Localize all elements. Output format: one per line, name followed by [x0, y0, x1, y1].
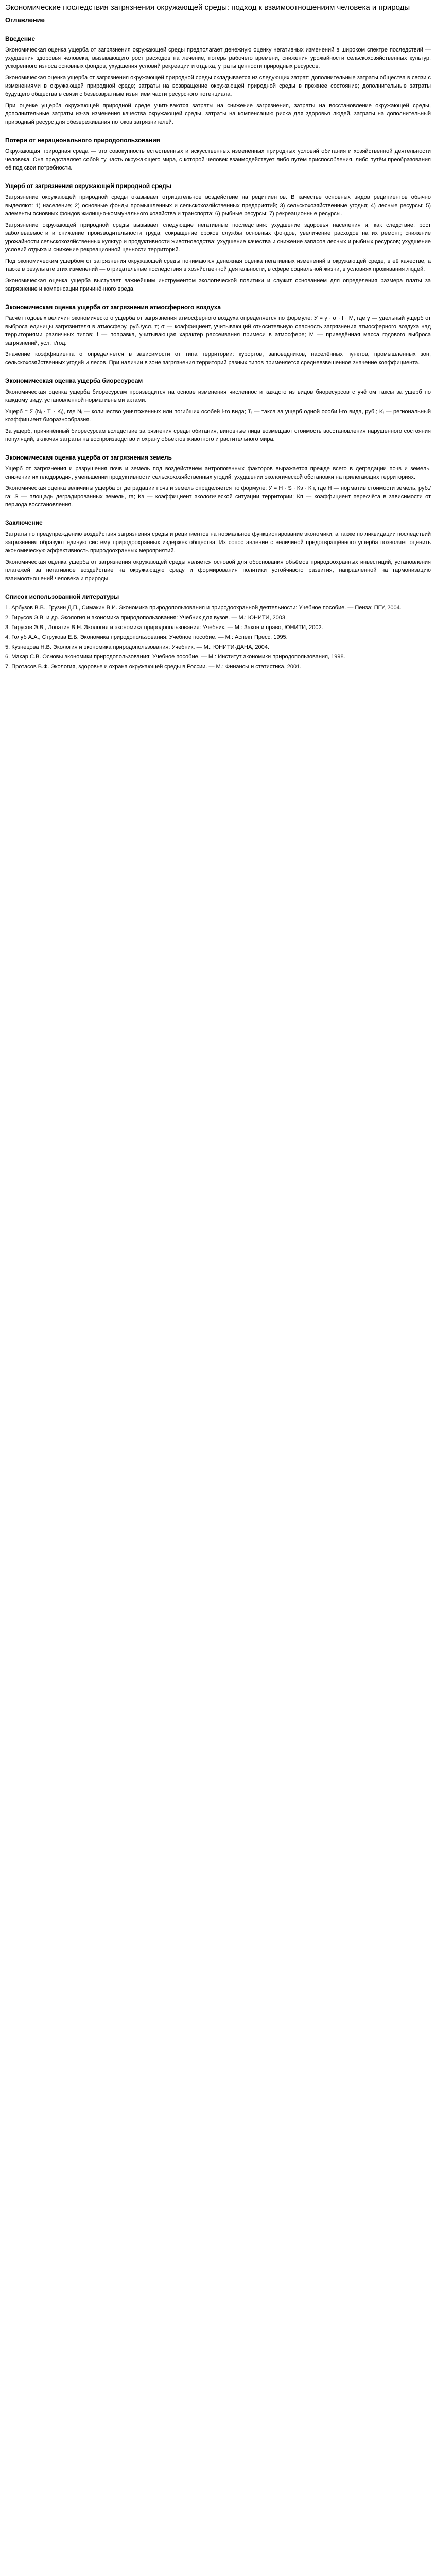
- paragraph: Экономическая оценка ущерба от загрязнения окружающей среды предполагает денежную оценку негативных изменений в широком спектре последствий — ухудшения здоровья человека, вызывающего рост расходов на лечение, потерь рабочего времени, снижения урожайности сельскохозяйственных культур, ускоренного износа основных фондов, ухудшения условий рекреации и отдыха, утраты ценности природных ресурсов.: [5, 47, 431, 70]
- paragraph: Загрязнение окружающей природной среды оказывает отрицательное воздействие на реципиентов. В качестве основных видов реципиентов обычно выделяют: 1) население; 2) основные фонды промышленных и сельскохозяйственных предприятий; 3) сельскохозяйственные угодья; 4) лесные ресурсы; 5) элементы основных фондов жилищно-коммунального хозяйства и транспорта; 6) рыбные ресурсы; 7) рекреационные ресурсы.: [5, 194, 431, 217]
- paragraph: Экономическая оценка ущерба выступает важнейшим инструментом экологической политики и служит основанием для определения размера платы за загрязнение и компенсации причинённого вреда.: [5, 277, 431, 292]
- paragraph: Экономическая оценка величины ущерба от деградации почв и земель определяется по формуле: У = Н · S · Кэ · Кп, где Н — норматив стоимости земель, руб./га; S — площадь деградированных земель, га; Кэ — коэффициент экологической ситуации территории; Кп — коэффициент пересчёта в зависимости от периода восстановления.: [5, 485, 431, 508]
- paragraph: Экономическая оценка ущерба от загрязнения окружающей природной среды складывается из следующих затрат: дополнительные затраты общества в связи с изменениями в окружающей природной среде; затраты на возвращение окружающей природной среды в прежнее состояние; дополнительные затраты будущего общества в связи с безвозвратным изъятием части ресурсного потенциала.: [5, 75, 431, 97]
- section-heading: Введение: [5, 35, 36, 42]
- paragraph: Окружающая природная среда — это совокупность естественных и искусственных изменённых природных условий обитания и хозяйственной деятельности человека. Она представляет собой ту часть окружающего мира, с которой человек взаимодействует либо путём приспособления, либо путём преобразования её под свои потребности.: [5, 148, 431, 171]
- toc-label: Оглавление: [5, 16, 45, 24]
- section-bioresources: [5, 377, 431, 444]
- paragraph: Под экономическим ущербом от загрязнения окружающей среды понимаются денежная оценка негативных изменений в окружающей среде, в её качестве, а также в результате этих изменений — отрицательные последствия в хозяйственной деятельности, в сфере социальной жизни, в условиях проживания людей.: [5, 258, 431, 273]
- paragraph: При оценке ущерба окружающей природной среде учитываются затраты на снижение загрязнения, затраты на восстановление окружающей среды, дополнительные затраты из-за изменения качества окружающей среды, затраты на компенсацию риска для здоровья людей, затраты на дополнительный природный ресурс для обезвреживания потоков загрязнителей.: [5, 102, 431, 125]
- section-pollution-damage: [5, 182, 431, 294]
- references-heading: Список использованной литературы: [5, 592, 119, 600]
- section-heading: Заключение: [5, 519, 43, 527]
- section-conclusion: [5, 519, 431, 583]
- references-section: [5, 592, 431, 671]
- paragraph: Ущерб = Σ (Nᵢ · Tᵢ · Kᵢ), где Nᵢ — количество уничтоженных или погибших особей i-го вида; Tᵢ — такса за ущерб одной особи i-го вида, руб.; Kᵢ — региональный коэффициент биоразнообразия.: [5, 408, 431, 423]
- reference-item: 5. Кузнецова Н.В. Экология и экономика природопользования: Учебник. — М.: ЮНИТИ-ДАНА, 2004.: [5, 643, 269, 650]
- paragraph: Значение коэффициента σ определяется в зависимости от типа территории: курортов, заповедников, населённых пунктов, промышленных зон, сельскохозяйственных угодий и лесов. При наличии в зоне загрязнения территорий разных типов применяется средневзвешенное значение коэффициента.: [5, 351, 431, 366]
- paragraph: Расчёт годовых величин экономического ущерба от загрязнения атмосферного воздуха определяется по формуле: У = γ · σ · f · M, где γ — удельный ущерб от выброса единицы загрязнителя в атмосферу, руб./усл. т; σ — коэффициент, учитывающий относительную опасность загрязнения атмосферного воздуха над территориями различных типов; f — поправка, учитывающая характер рассеивания примеси в атмосфере; M — приведённая масса годового выброса загрязнений, усл. т/год.: [5, 315, 431, 346]
- paragraph: Загрязнение окружающей природной среды вызывает следующие негативные последствия: ухудшение здоровья населения и, как следствие, рост заболеваемости и снижение производительности труда; сокращение сроков службы основных фондов, увеличение расходов на их ремонт; снижение урожайности сельскохозяйственных культур и продуктивности животноводства; ухудшение качества и снижение запасов лесных и рыбных ресурсов; ухудшение условий отдыха и снижение рекреационной ценности территорий.: [5, 222, 431, 253]
- document-title: Экономические последствия загрязнения окружающей среды: подход к взаимоотношениям человека и природы: [5, 3, 410, 12]
- reference-item: 7. Протасов В.Ф. Экология, здоровье и охрана окружающей среды в России. — М.: Финансы и статистика, 2001.: [5, 663, 302, 670]
- paragraph: Затраты по предупреждению воздействия загрязнения среды и реципиентов на нормальное функционирование экономики, а также по ликвидации последствий загрязнения образуют единую систему природоохранных издержек общества. Их сопоставление с величиной предотвращённого ущерба позволяет оценить экономическую эффективность природоохранных мероприятий.: [5, 531, 431, 554]
- paragraph: За ущерб, причинённый биоресурсам вследствие загрязнения среды обитания, виновные лица возмещают стоимость восстановления нарушенного состояния популяций, включая затраты на воспроизводство и охрану объектов животного и растительного мира.: [5, 428, 431, 443]
- paragraph: Экономическая оценка ущерба от загрязнения окружающей среды является основой для обоснования объёмов природоохранных инвестиций, установления платежей за негативное воздействие на окружающую среду и формирования политики устойчивого развития, направленной на гармонизацию взаимоотношений человека и природы.: [5, 558, 431, 582]
- section-heading: Экономическая оценка ущерба биоресурсам: [5, 377, 143, 384]
- section-introduction: [5, 35, 431, 127]
- section-heading: Потери от нерационального природопользования: [5, 136, 160, 144]
- reference-item: 2. Гирусов Э.В. и др. Экология и экономика природопользования: Учебник для вузов. — М.: ЮНИТИ, 2003.: [5, 615, 287, 621]
- section-heading: Экономическая оценка ущерба от загрязнения земель: [5, 453, 172, 461]
- section-air-pollution: [5, 303, 431, 367]
- section-land-pollution: [5, 453, 431, 510]
- paragraph: Ущерб от загрязнения и разрушения почв и земель под воздействием антропогенных факторов выражается прежде всего в деградации почв и земель, снижении их плодородия, уменьшении продуктивности сельскохозяйственных угодий, ухудшении экологической обстановки на прилегающих территориях.: [5, 466, 431, 480]
- section-heading: Ущерб от загрязнения окружающей природной среды: [5, 182, 171, 190]
- reference-item: 4. Голуб А.А., Струкова Е.Б. Экономика природопользования: Учебное пособие. — М.: Аспект Пресс, 1995.: [5, 634, 288, 640]
- reference-item: 3. Гирусов Э.В., Лопатин В.Н. Экология и экономика природопользования: Учебник. — М.: Закон и право, ЮНИТИ, 2002.: [5, 624, 323, 631]
- paragraph: Экономическая оценка ущерба биоресурсам производится на основе изменения численности каждого из видов биоресурсов с учётом таксы за ущерб по каждому виду, установленной нормативными актами.: [5, 388, 431, 403]
- reference-item: 6. Макар С.В. Основы экономики природопользования: Учебное пособие. — М.: Институт экономики природопользования, 1998.: [5, 653, 345, 660]
- reference-item: 1. Арбузов В.В., Грузин Д.П., Симакин В.И. Экономика природопользования и природоохранной деятельности: Учебное пособие. — Пенза: ПГУ, 2004.: [5, 605, 402, 612]
- section-heading: Экономическая оценка ущерба от загрязнения атмосферного воздуха: [5, 303, 221, 311]
- document-page: [0, 0, 436, 683]
- section-resource-losses: [5, 136, 431, 173]
